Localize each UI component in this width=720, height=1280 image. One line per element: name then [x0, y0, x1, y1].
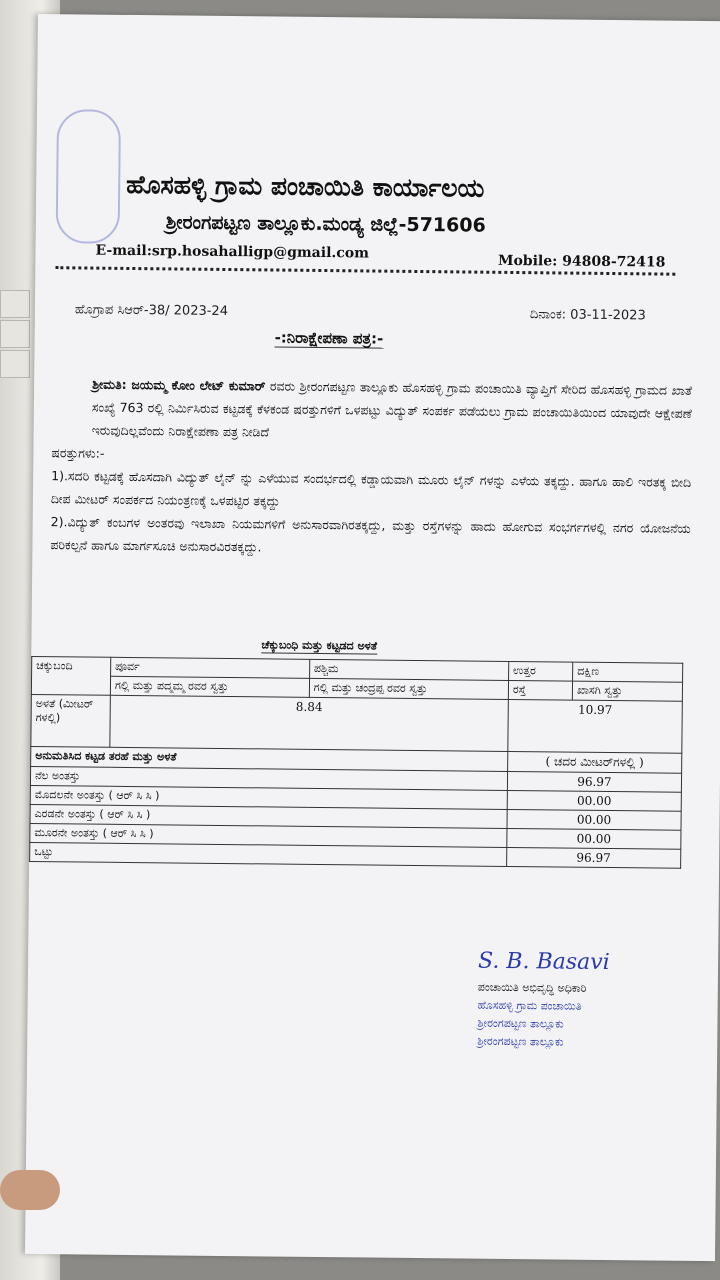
paper-tab — [0, 320, 30, 348]
thumb — [0, 1170, 60, 1210]
condition-2: 2).ವಿದ್ಯುತ್ ಕಂಬಗಳ ಅಂತರವು ಇಲಾಖಾ ನಿಯಮಗಳಿಗೆ ಅನುಸಾರವಾಗಿರತಕ್ಕದ್ದು, ಮತ್ತು ರಸ್ತೆಗಳನ್ನು ಹಾದು ಹೋಗುವ ಸಂಭರ್ಗಗಳಲ್ಲಿ ನಗರ ಯೋಜನೆಯ ಪರಿಕಲ್ಪನೆ ಹಾಗೂ ಮಾರ್ಗಸೂಚಿ ಅನುಸಾರವಿರತಕ್ಕದ್ದು. — [50, 514, 691, 555]
reference-number: ಹೊಗ್ರಾಪ ಸಿಆರ್-38/ 2023-24 — [74, 302, 229, 320]
east-label: ಪೂರ್ವ — [111, 657, 310, 678]
south-value: ಖಾಸಗಿ ಸ್ವತ್ತು — [572, 681, 682, 701]
measure-north-south: 10.97 — [508, 699, 683, 753]
applicant-name: ಶ್ರೀಮತಿ: ಜಯಮ್ಮ ಕೋಂ ಲೇಟ್ ಕುಮಾರ್ — [92, 376, 266, 394]
west-value: ಗಲ್ಲಿ ಮತ್ತು ಚಂದ್ರಪ್ಪ ರವರ ಸ್ವತ್ತು — [309, 678, 508, 699]
table-row-value: 96.97 — [507, 771, 681, 792]
paper-tab — [0, 350, 30, 378]
office-subtitle: ಶ್ರೀರಂಗಪಟ್ಟಣ ತಾಲ್ಲೂಕು.ಮಂಡ್ಯ ಜಿಲ್ಲೆ-571606 — [165, 211, 486, 237]
table-row-label: ನೆಲ ಅಂತಸ್ತು — [30, 766, 507, 790]
letter-body — [50, 372, 692, 563]
table-row-label: ಒಟ್ಟು — [30, 842, 507, 866]
document-title: -:ನಿರಾಕ್ಷೇಪಣಾ ಪತ್ರ:- — [274, 328, 384, 348]
letter-date: ದಿನಾಂಕ: 03-11-2023 — [529, 307, 646, 324]
email-text: E-mail:srp.hosahalligp@gmail.com — [95, 242, 370, 262]
stamp-line: ಶ್ರೀರಂಗಪಟ್ಟಣ ತಾಲ್ಲೂಕು — [477, 1034, 564, 1049]
east-value: ಗಲ್ಲಿ ಮತ್ತು ಪದ್ಮಮ್ಮ ರವರ ಸ್ವತ್ತು — [110, 676, 309, 697]
paper-tab — [0, 290, 30, 318]
permitted-label: ಅನುಮತಿಸಿದ ಕಟ್ಟಡ ತರಹೆ ಮತ್ತು ಅಳತೆ — [31, 746, 508, 771]
south-label: ದಕ್ಷಿಣ — [573, 662, 683, 682]
contact-line — [95, 242, 666, 271]
signature-block — [477, 979, 586, 1052]
unit-label: ( ಚದರ ಮೀಟರ್‌ಗಳಲ್ಲಿ ) — [508, 751, 682, 773]
signatory-title: ಪಂಚಾಯಿತಿ ಅಭಿವೃದ್ಧಿ ಅಧಿಕಾರಿ — [477, 980, 587, 995]
conditions-label: ಷರತ್ತುಗಳು:- — [51, 445, 105, 461]
table-row-label: ಮೂರನೇ ಅಂತಸ್ತು ( ಆರ್ ಸಿ ಸಿ ) — [30, 823, 507, 847]
boundary-label: ಚಕ್ಕುಬಂದಿ — [31, 656, 110, 695]
stamp-line: ಹೊಸಹಳ್ಳಿ ಗ್ರಾಮ ಪಂಚಾಯಿತಿ — [477, 998, 582, 1013]
boundary-table — [29, 656, 683, 869]
table-title: ಚೆಕ್ಕುಬಂಧಿ ಮತ್ತು ಕಟ್ಟಡದ ಅಳತೆ — [261, 638, 378, 653]
stamp-line: ಶ್ರೀರಂಗಪಟ್ಟಣ ತಾಲ್ಲೂಕು — [477, 1016, 564, 1031]
table-row-value: 00.00 — [507, 790, 681, 811]
body-paragraph: ರವರು ಶ್ರೀರಂಗಪಟ್ಟಣ ತಾಲ್ಲೂಕು ಹೊಸಹಳ್ಳಿ ಗ್ರಾಮ ಪಂಚಾಯಿತಿ ವ್ಯಾಪ್ತಿಗೆ ಸೇರಿದ ಹೊಸಹಳ್ಳಿ ಗ್ರಾಮದ ಖಾತೆ ಸಂಖ್ಯೆ 763 ರಲ್ಲಿ ನಿರ್ಮಿಸಿರುವ ಕಟ್ಟಡಕ್ಕೆ ಕೆಳಕಂಡ ಷರತ್ತುಗಳಿಗೆ ಒಳಪಟ್ಟು ವಿದ್ಯುತ್ ಸಂಪರ್ಕ ಪಡೆಯಲು ಗ್ರಾಮ ಪಂಚಾಯಿತಿಯಿಂದ ಯಾವುದೇ ಆಕ್ಷೇಪಣೆ ಇರುವುದಿಲ್ಲವೆಂದು ನಿರಾಕ್ಷೇಪಣಾ ಪತ್ರ ನೀಡಿದೆ — [91, 378, 693, 440]
west-label: ಪಶ್ಚಿಮ — [309, 659, 508, 680]
condition-1: 1).ಸದರಿ ಕಟ್ಟಡಕ್ಕೆ ಹೊಸದಾಗಿ ವಿದ್ಯುತ್ ಲೈನ್ ನ್ನು ಎಳೆಯುವ ಸಂದರ್ಭದಲ್ಲಿ ಕಡ್ಡಾಯವಾಗಿ ಮೂರು ಲೈನ್ ಗಳನ್ನು ಎಳೆಯ ತಕ್ಕದ್ದು. ಹಾಗೂ ಹಾಲಿ ಇರತಕ್ಕ ಬೀದಿ ದೀಪ ಮೀಟರ್ ಸಂಪರ್ಕದ ನಿಯಂತ್ರಣಕ್ಕೆ ಒಳಪಟ್ಟಿರ ತಕ್ಕದ್ದು — [50, 468, 692, 509]
table-row-value: 00.00 — [507, 828, 681, 849]
table-row-value: 00.00 — [507, 809, 681, 830]
north-value: ರಸ್ತೆ — [508, 680, 572, 700]
handwritten-signature: S. B. Basavi — [477, 948, 610, 976]
measure-east-west: 8.84 — [110, 695, 508, 751]
mobile-text: Mobile: 94808-72418 — [497, 252, 666, 271]
measure-label: ಅಳತೆ (ಮೀಟರ್ ಗಳಲ್ಲಿ) — [31, 694, 111, 747]
letter-page — [25, 14, 720, 1261]
office-seal-stamp — [56, 109, 121, 244]
north-label: ಉತ್ತರ — [508, 661, 572, 681]
table-row-label: ಎರಡನೇ ಅಂತಸ್ತು ( ಆರ್ ಸಿ ಸಿ ) — [30, 804, 507, 828]
table-row-label: ಮೊದಲನೇ ಅಂತಸ್ತು ( ಆರ್ ಸಿ ಸಿ ) — [30, 785, 507, 809]
table-row-value: 96.97 — [507, 847, 681, 868]
office-title: ಹೊಸಹಳ್ಳಿ ಗ್ರಾಮ ಪಂಚಾಯಿತಿ ಕಾರ್ಯಾಲಯ — [126, 169, 485, 203]
